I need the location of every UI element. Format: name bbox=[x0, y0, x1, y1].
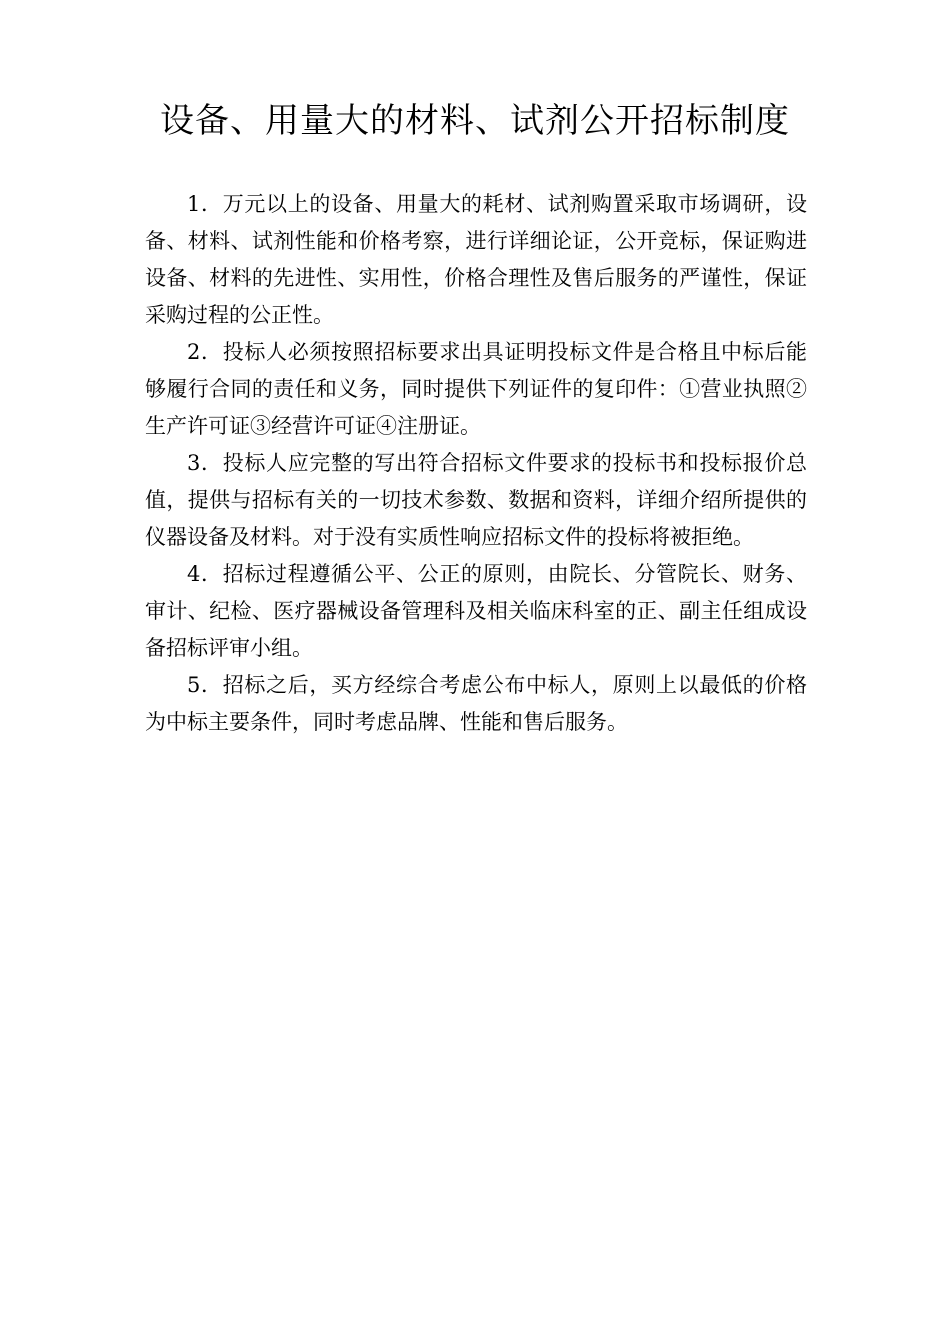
paragraph-5: 5．招标之后，买方经综合考虑公布中标人，原则上以最低的价格为中标主要条件，同时考虑品牌、性能和售后服务。 bbox=[145, 673, 807, 734]
document-body bbox=[145, 186, 807, 741]
paragraph-1: 1．万元以上的设备、用量大的耗材、试剂购置采取市场调研，设备、材料、试剂性能和价格考察，进行详细论证，公开竞标，保证购进设备、材料的先进性、实用性，价格合理性及售后服务的严谨性，保证采购过程的公正性。 bbox=[145, 192, 807, 327]
paragraph-4: 4．招标过程遵循公平、公正的原则，由院长、分管院长、财务、审计、纪检、医疗器械设备管理科及相关临床科室的正、副主任组成设备招标评审小组。 bbox=[145, 562, 807, 660]
paragraph-3: 3．投标人应完整的写出符合招标文件要求的投标书和投标报价总值，提供与招标有关的一切技术参数、数据和资料，详细介绍所提供的仪器设备及材料。对于没有实质性响应招标文件的投标将被拒绝。 bbox=[145, 451, 807, 549]
document-title: 设备、用量大的材料、试剂公开招标制度 bbox=[160, 101, 790, 141]
paragraph-2: 2．投标人必须按照招标要求出具证明投标文件是合格且中标后能够履行合同的责任和义务，同时提供下列证件的复印件：①营业执照②生产许可证③经营许可证④注册证。 bbox=[145, 340, 807, 438]
